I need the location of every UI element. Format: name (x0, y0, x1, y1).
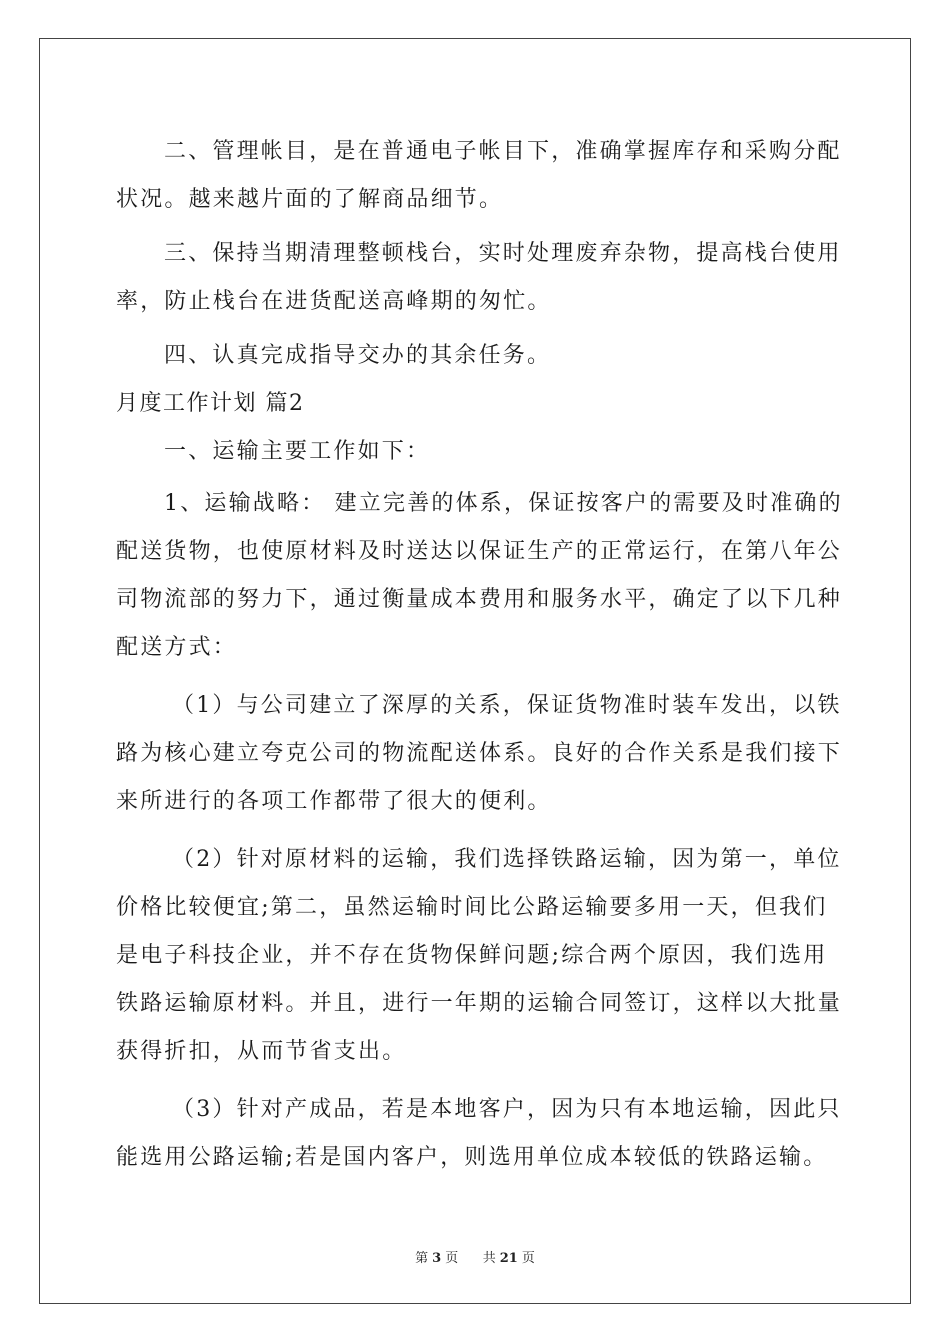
paragraph-line: 铁路运输原材料。并且，进行一年期的运输合同签订，这样以大批量 (116, 991, 843, 1016)
paragraph-line: 二、管理帐目，是在普通电子帐目下，准确掌握库存和采购分配 (164, 139, 842, 164)
total-prefix: 共 (482, 1251, 496, 1266)
paragraph-line: 状况。越来越片面的了解商品细节。 (116, 187, 504, 212)
page-indicator (413, 1251, 460, 1266)
paragraph-line: （1）与公司建立了深厚的关系，保证货物准时装车发出，以铁 (172, 693, 842, 718)
page-suffix: 页 (445, 1251, 459, 1266)
paragraph-line: （2）针对原材料的运输，我们选择铁路运输，因为第一，单位 (172, 847, 842, 872)
page-number: 3 (432, 1251, 442, 1266)
section-heading: 月度工作计划 篇2 (116, 391, 305, 416)
paragraph-line: 路为核心建立夸克公司的物流配送体系。良好的合作关系是我们接下 (116, 741, 843, 766)
page-prefix: 第 (415, 1251, 429, 1266)
paragraph-line: 一、运输主要工作如下： (164, 439, 431, 464)
paragraph-line: 来所进行的各项工作都带了很大的便利。 (116, 789, 552, 814)
paragraph-line: 三、保持当期清理整顿栈台，实时处理废弃杂物，提高栈台使用 (164, 241, 842, 266)
total-suffix: 页 (521, 1251, 535, 1266)
paragraph-line: 能选用公路运输;若是国内客户，则选用单位成本较低的铁路运输。 (116, 1145, 828, 1170)
paragraph-line: 获得折扣，从而节省支出。 (116, 1039, 407, 1064)
paragraph-line: 价格比较便宜;第二，虽然运输时间比公路运输要多用一天，但我们 (116, 895, 828, 920)
paragraph-line: 是电子科技企业，并不存在货物保鲜问题;综合两个原因，我们选用 (116, 943, 828, 968)
document-body (116, 128, 843, 1182)
paragraph-line: 1、运输战略： 建立完善的体系，保证按客户的需要及时准确的 (164, 491, 843, 516)
paragraph-line: （3）针对产成品，若是本地客户，因为只有本地运输，因此只 (172, 1097, 842, 1122)
paragraph-line: 率，防止栈台在进货配送高峰期的匆忙。 (116, 289, 552, 314)
paragraph-line: 四、认真完成指导交办的其余任务。 (164, 343, 552, 368)
total-pages-number: 21 (499, 1251, 518, 1266)
page-footer (0, 1247, 950, 1266)
paragraph-line: 配送方式： (116, 635, 238, 660)
paragraph-line: 配送货物，也使原材料及时送达以保证生产的正常运行，在第八年公 (116, 539, 843, 564)
total-pages-indicator (481, 1251, 537, 1266)
paragraph-line: 司物流部的努力下，通过衡量成本费用和服务水平，确定了以下几种 (116, 587, 843, 612)
